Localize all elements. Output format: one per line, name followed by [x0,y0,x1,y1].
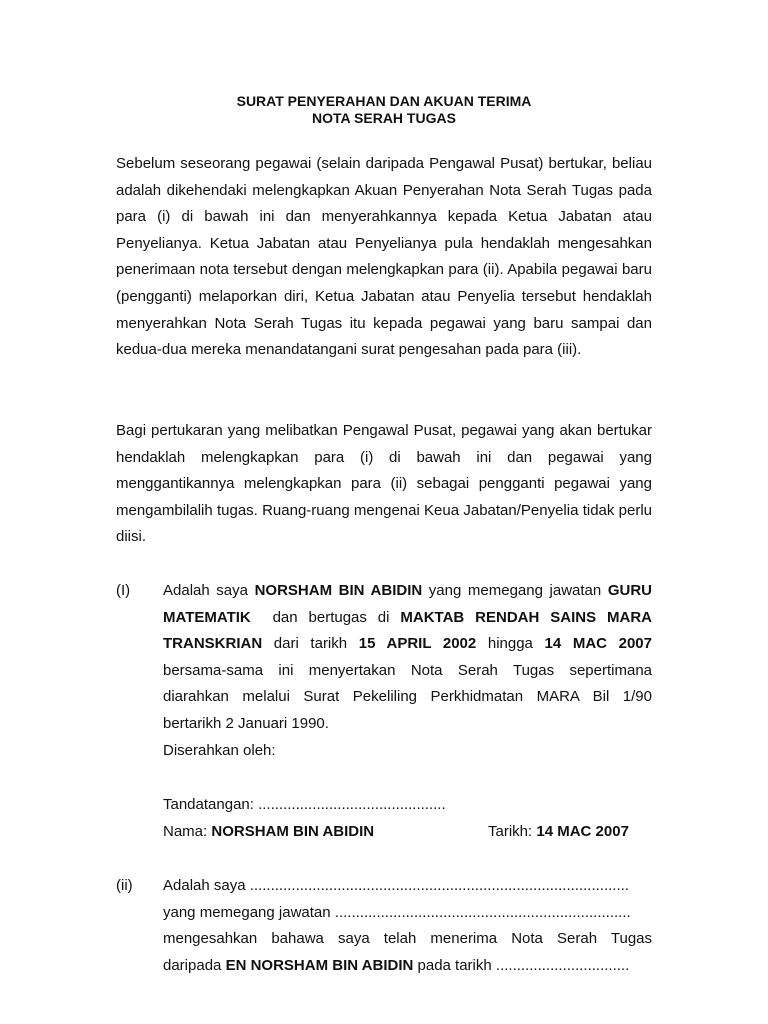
intro-paragraph: Sebelum seseorang pegawai (selain daripada Pengawal Pusat) bertukar, beliau adalah dikehendaki melengkapkan Akuan Penyerahan Nota Serah Tugas pada para (i) di bawah ini dan menyerahkannya kepada Ketua Jabatan atau Penyelianya. Ketua Jabatan atau Penyelianya pula hendaklah mengesahkan penerimaan nota tersebut dengan melengkapkan para (ii). Apabila pegawai baru (pengganti) melaporkan diri, Ketua Jabatan atau Penyelia tersebut hendaklah menyerahkan Nota Serah Tugas itu kepada pegawai yang baru sampai dan kedua-dua mereka menandatangani surat pengesahan pada para (iii). [116,155,652,359]
signature-line[interactable]: ............................................. [258,796,446,813]
date-value: 14 MAC 2007 [536,823,629,840]
section-i-line-6: bertarikh 2 Januari 1990. [163,714,329,732]
date-from: 15 APRIL 2002 [358,635,477,653]
section-ii-line-1 [163,873,652,900]
date-field [488,819,629,845]
date-blank[interactable]: ................................ [495,956,630,974]
text-fragment: yang memegang jawatan [163,903,335,921]
signature-row [163,792,652,818]
section-ii-line-4 [163,953,652,980]
text-fragment: dari tarikh [262,635,359,653]
section-ii-body [163,873,652,979]
officer-name: NORSHAM BIN ABIDIN [254,582,423,599]
section-ii-line-3: mengesahkan bahawa saya telah menerima Nota Serah Tugas [163,930,652,948]
text-fragment: pada tarikh [413,956,496,974]
handed-by-label: Diserahkan oleh: [163,741,276,759]
document-title [0,93,768,127]
title-line-2: NOTA SERAH TUGAS [312,110,456,126]
section-ii-line-2 [163,900,652,927]
workplace-2: TRANSKRIAN [163,635,263,653]
workplace-1: MAKTAB RENDAH SAINS MARA [400,608,652,626]
section-ii-number: (ii) [116,877,133,894]
text-fragment: hingga [476,635,545,653]
section-i-line-2 [163,605,652,632]
name-blank[interactable]: ........................................................................................... [249,877,629,894]
section-i-line-1 [163,578,652,605]
name-date-row [163,819,652,845]
signature-label: Tandatangan: [163,796,259,813]
job-title-1: GURU [607,582,652,599]
date-to: 14 MAC 2007 [544,635,652,653]
text-fragment: Adalah saya [163,582,255,599]
position-blank[interactable]: ....................................................................... [334,903,631,921]
section-i-body [163,578,652,764]
section-i-line-5: diarahkan melalui Surat Pekeliling Perkhidmatan MARA Bil 1/90 [163,688,652,706]
job-title-2: MATEMATIK [163,608,251,626]
section-i-line-3 [163,631,652,658]
handover-name: EN NORSHAM BIN ABIDIN [225,956,414,974]
section-i-number: (I) [116,582,131,599]
intro-paragraph-2: Bagi pertukaran yang melibatkan Pengawal Pusat, pegawai yang akan bertukar hendaklah melengkapkan para (i) di bawah ini dan pegawai yang menggantikannya melengkapkan para (ii) sebagai pengganti pegawai yang mengambilalih tugas. Ruang-ruang mengenai Keua Jabatan/Penyelia tidak perlu diisi. [116,422,652,546]
text-fragment: yang memegang jawatan [422,582,608,599]
name-value: NORSHAM BIN ABIDIN [211,823,375,840]
text-fragment: dan bertugas di [250,608,401,626]
name-label: Nama: [163,823,212,840]
title-line-1: SURAT PENYERAHAN DAN AKUAN TERIMA [236,93,532,109]
date-label: Tarikh: [488,823,537,840]
section-i-line-4: bersama-sama ini menyertakan Nota Serah Tugas sepertimana [163,661,652,679]
text-fragment: daripada [163,956,226,974]
text-fragment: Adalah saya [163,877,250,894]
